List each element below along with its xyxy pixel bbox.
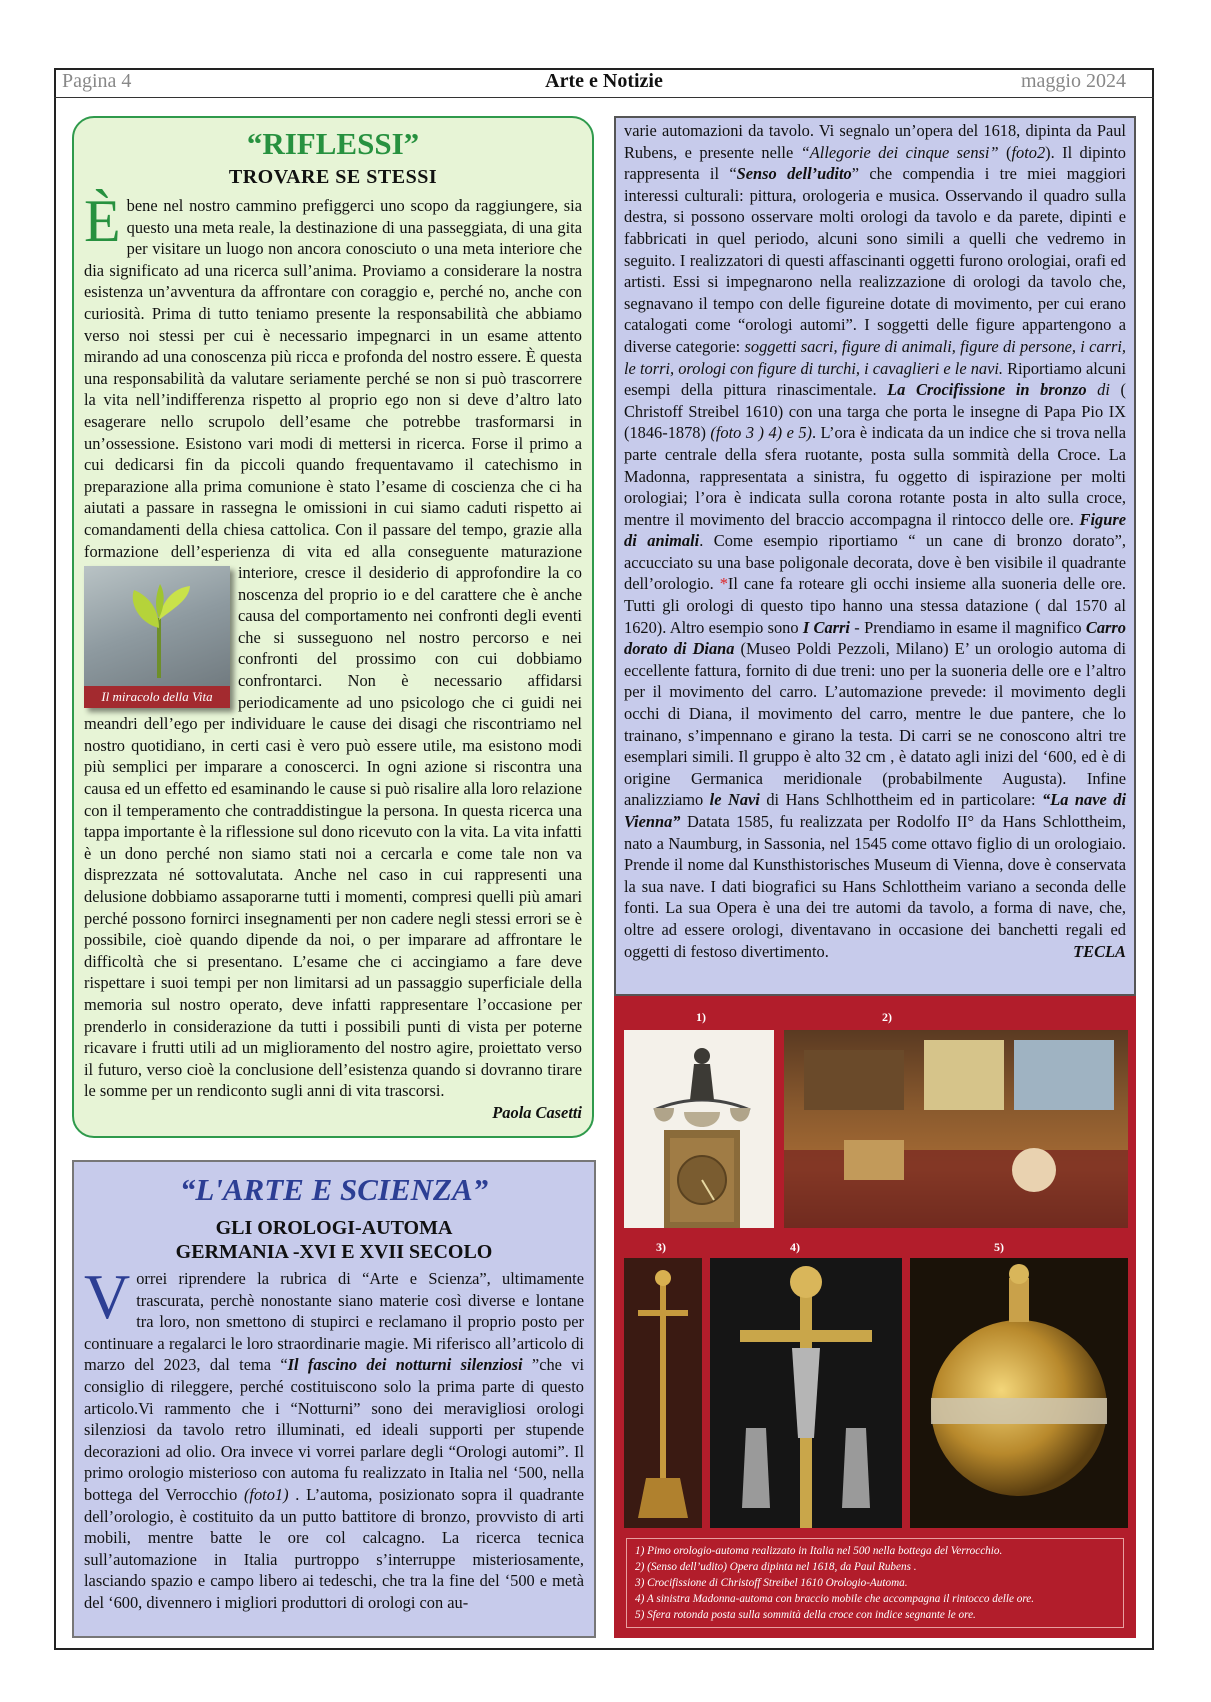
right-text-1c: ). Il dipinto rappresenta il “	[624, 142, 1126, 184]
image-caption: Il miracolo della Vita	[84, 686, 230, 708]
right-text-2: ( Christoff Streibel 1610) con una targa che porta le insegne di Papa Pio IX (1846-1878)	[624, 380, 1126, 443]
photo-2-rubens-painting	[784, 1030, 1128, 1228]
photo-5-golden-sphere	[910, 1258, 1128, 1528]
arte-dropcap: V	[84, 1261, 131, 1332]
arte-text-c: . L’automa, posizionato sopra il quadrante dell’orologio, è costituito da un putto battitore di bronzo, provvisto di arti mobili, mentre batte le ore col calcagno. La ricerca tecnica sull’automazione in Italia purtroppo s’interruppe misteriosamente, lasciando spazio e campo libero ai tedeschi, che tra la fine del ‘500 e metà del ‘600, divennero i migliori produttori di orologi con au-	[84, 1484, 584, 1612]
right-em-diana: Carro dorato di Diana	[624, 617, 1126, 659]
right-em-animali: Figure di animali	[624, 509, 1126, 551]
photo-label-3: 3)	[656, 1240, 666, 1254]
caption-2: 2) (Senso dell’udito) Opera dipinta nel 1618, da Paul Rubens .	[635, 1561, 917, 1573]
miracolo-della-vita-image	[84, 566, 230, 708]
photo-captions	[626, 1538, 1124, 1628]
riflessi-article	[72, 116, 594, 1138]
right-text-4: - Prendiamo in esame il magnifico	[850, 617, 1086, 637]
arte-scienza-article	[72, 1160, 596, 1638]
golden-sphere-icon	[910, 1258, 1128, 1528]
arte-subtitle-2: GERMANIA -XVI E XVII SECOLO	[175, 1241, 493, 1263]
right-di: di	[1086, 380, 1110, 400]
arte-subtitle-1: GLI OROLOGI-AUTOMA	[215, 1217, 453, 1239]
arte-text-emphasis: Il fascino dei notturni silenziosi	[287, 1355, 523, 1375]
photo-1-verrocchio-clock	[624, 1030, 774, 1228]
arte-foto-ref: (foto1)	[243, 1484, 289, 1504]
right-text-1b: (	[998, 142, 1012, 162]
right-em-navi: le Navi	[709, 790, 760, 810]
right-text-5: di Hans Schlhottheim ed in particolare:	[759, 790, 1042, 810]
arte-scienza-continued	[614, 116, 1136, 996]
riflessi-title: “RIFLESSI”	[246, 126, 420, 161]
riflessi-subtitle: TROVARE SE STESSI	[228, 166, 438, 188]
right-asterisk: *	[719, 574, 728, 594]
photo-label-2: 2)	[882, 1010, 892, 1024]
riflessi-text-part2: noscenza del proprio io e del carattere che è anche causa del comportamento nei confronti degli eventi che si susseguono nel nostro percorso e nei confronti del prossimo con cui dobbiamo confrontarci. Non è necessario affidarsi periodicamente ad uno psicologo che ci guidi nei meandri dell’ego per individuare le cause dei disagi che riscontriamo nel nostro quotidiano, in certi casi è vero può essere utile, ma esistono modi più semplici per imparare a conoscerci. In ogni azione si riscontra una causa ed un effetto ed esaminando le cause si può risalire alla loro relazione con il temperamento che contraddistingue la persona. In questa ricerca una tappa importante è la riflessione sul dono ricevuto con la vita. La vita infatti è un dono perché non siamo stati noi a cercarla e come tale non va disprezzata né sottovalutata. Anche nel caso in cui rappresenti una delusione dobbiamo assaporarne tutti i momenti, compresi quelli più amari perché possono fornirci insegnamenti per non cadere negli stessi errori se è possibile, cioè quando dipende da noi, o per imparare ad affrontare le difficoltà che si presentano. L’esame che ci accingiamo a fare deve rispettare i suoi tempi per non limitarsi ad un passaggio superficiale della memoria sul nostro operato, deve infatti rappresentare l’occasione per prenderlo in considerazione da tutti i possibili punti di vista per poterne ricavare i frutti utili ad un miglioramento del nostro agire, proiettato verso il futuro, verso cioè la conclusione dell’esistenza quando si dovranno tirare le somme per un rendiconto sugli anni di vita trascorsi.	[84, 584, 582, 1101]
photo-4-crucifixion-detail	[710, 1258, 902, 1528]
photo-panel	[614, 996, 1136, 1638]
riflessi-text-part1: bene nel nostro cammino prefiggerci uno scopo da raggiungere, sia questo una meta reale, la destinazione di una passeggiata, di una gita per visitare un luogo non ancora conosciuto o una meta interiore che dia significato ad una ricerca sull’anima. Proviamo a considerare la nostra esistenza un’avventura da affrontare con coraggio e, perché no, anche con curiosità. Prima di tutto teniamo presente la responsabilità che abbiamo verso noi stessi per cui è necessario impegnarci in un esame attento mirando ad una conoscenza più ricca e profonda del nostro essere. È questa una responsabilità da valutare seriamente perché se non si può trascorrere la vita nell’indifferenza rispetto al proprio ego non si deve d’altro lato esagerare nello scrupolo dell’esame che potrebbe trasformarsi in un’ossessione. Esistono vari modi di mettersi in ricerca. Forse il primo a cui dedicarsi fin da piccoli quando frequentavamo il catechismo in preparazione alla prima comunione è stato l’esame di coscienza che ci ha aiutati a passare in rassegna le omissioni in cui siamo caduti rispetto ai comandamenti della chiesa cattolica. Con il passare del tempo, grazie alla formazione dell’esperienza di vita ed alla conseguente maturazione interiore, cresce il desiderio di approfondire la co	[84, 196, 582, 583]
photo-label-1: 1)	[696, 1010, 706, 1024]
arte-title: “L'ARTE E SCIENZA”	[179, 1172, 489, 1207]
painting-icon	[784, 1030, 1128, 1228]
right-foto2: foto2	[1011, 142, 1046, 162]
right-text-3b: Il cane fa roteare gli occhi insieme alla suoneria delle ore. Tutti gli orologi di questo tipo hanno una stessa datazione ( dal 1570 al 1620). Altro esempio sono	[624, 574, 1126, 637]
photo-3-crucifix-clock	[624, 1258, 702, 1528]
caption-3: 3) Crocifissione di Christoff Streibel 1610 Orologio-Automa.	[635, 1577, 908, 1589]
right-em-crocifissione: La Crocifissione in bronzo	[887, 380, 1087, 400]
riflessi-dropcap: È	[84, 188, 121, 254]
right-text-5b: Datata 1585, fu realizzata per Rodolfo II° da Hans Schlottheim, nato a Naumburg, in Sassonia, nel 1545 come ottavo figlio di un orologiaio. Prende il nome dal Kunsthistorisches Museum di Vienna, dove è conservata la sua nave. I dati biografici su Hans Schlottheim variano a seconda delle fonti. La sua Opera è una dei tre automi da tavolo, a forma di nave, che, oltre ad essere orologi, diventavano in occasione dei banchetti regali ed oggetti di festoso divertimento.	[624, 812, 1126, 961]
photo-label-5: 5)	[994, 1240, 1004, 1254]
right-body	[624, 120, 1126, 962]
right-text-1: varie automazioni da tavolo. Vi segnalo un’opera del 1618, dipinta da Paul Rubens, e presente nelle	[624, 121, 1126, 162]
crucifix-icon	[624, 1258, 702, 1528]
riflessi-signature: Paola Casetti	[492, 1102, 582, 1122]
photo-label-4: 4)	[790, 1240, 800, 1254]
right-text-2b: . L’ora è indicata da un indice che si trova nella parte centrale della sfera ruotante, posta sulla sommità della Croce. La Madonna, rappresentata a sinistra, fu oggetto di ispirazione per molti orologiai; l’ora è indicata sulla corona rotante posta in alto sulla croce, mentre il movimento del braccio accompagna il rintocco delle ore.	[624, 423, 1126, 529]
page-number: Pagina 4	[62, 70, 132, 92]
right-text-4b: (Museo Poldi Pezzoli, Milano) E’ un orologio automa di eccellente fattura, fornito di due treni: uno per la suoneria delle ore e l’altro per il movimento del carro. L’automazione prevede: il movimento degli occhi di Diana, il movimento del carro, mentre le due pantere, che lo trainano, s’impennano e girano la testa. Di carri se ne conoscono altri tre esemplari simili. Il gruppo è alto 32 cm , è datato agli inizi del ‘600, ed è di origine Germanica meridionale (probabilmente Augusta). Infine analizziamo	[624, 639, 1126, 810]
right-em-vienna: “La nave di Vienna”	[624, 790, 1126, 831]
issue-date: maggio 2024	[1021, 70, 1126, 92]
caption-4: 4) A sinistra Madonna-automa con braccio mobile che accompagna il rintocco delle ore.	[635, 1593, 1035, 1605]
arte-body	[84, 1261, 585, 1614]
right-text-1e: Riportiamo alcuni esempi della pittura rinascimentale.	[624, 358, 1127, 400]
right-em-udito: Senso dell’udito	[736, 164, 852, 184]
sprout-icon	[124, 578, 194, 678]
right-text-1d: ” che compendia i tre miei maggiori interessi culturali: pittura, orologeria e musica. Osservando il quadro sulla destra, si possono osservare molti orologi da tavolo e da parete, dipinti e fabbricati in quel periodo, alcuni sono simili a quelli che vedremo in seguito. I realizzatori di questi affascinanti oggetti furono orologiai, orafi ed artisti. Essi si impegnarono nella realizzazione di orologi da tavolo che, segnavano il tempo con delle figureine dotate di movimento, per cui erano catalogati come “orologi automi”. I soggetti delle figure appartengono a diverse categorie:	[624, 164, 1126, 356]
automa-clock-icon	[624, 1030, 774, 1228]
right-signature: TECLA	[1073, 941, 1126, 961]
right-em-categorie: soggetti sacri, figure di animali, figure di persone, i carri, le torri, orologi con figure di turchi, i cavaglieri e le navi.	[624, 336, 1127, 378]
right-foto345: (foto 3 ) 4) e 5)	[710, 423, 812, 443]
riflessi-body	[84, 188, 582, 1102]
right-text-3: . Come esempio riportiamo “ un cane di bronzo dorato”, accucciato su una base poligonale decorata, dove è ben visibile il quadrante dell’orologio.	[624, 531, 1127, 594]
caption-1: 1) Pimo orologio-automa realizzato in Italia nel 500 nella bottega del Verrocchio.	[635, 1545, 1003, 1557]
right-em-carri: I Carri	[802, 617, 850, 637]
arte-text: orrei riprendere la rubrica di “Arte e Scienza”, ultimamente trascurata, perchè nonostante siano materie così diverse e lontane tra loro, non smettono di stupirci e reclamano il proprio posto per continuare a regalarci le loro straordinarie magie. Mi riferisco all’articolo di marzo del 2023, dal tema “	[84, 1269, 584, 1375]
madonna-automa-icon	[710, 1258, 902, 1528]
publication-title: Arte e Notizie	[545, 70, 663, 92]
caption-5: 5) Sfera rotonda posta sulla sommità della croce con indice segnante le ore.	[635, 1609, 976, 1621]
page-header	[54, 68, 1154, 98]
right-em-allegorie: “Allegorie dei cinque sensi”	[800, 142, 999, 162]
arte-text-b: ”che vi consiglio di rileggere, perché costituiscono solo la prima parte di questo articolo.Vi rammento che i “Notturni” sono dei meravigliosi orologi silenziosi da tavolo retro illuminati, ed ideali supporti per stupende decorazioni ad olio. Ora invece vi vorrei parlare degli “Orologi automi”. Il primo orologio misterioso con automa fu realizzato in Italia nel ‘500, nella bottega del Verrocchio	[84, 1355, 585, 1504]
